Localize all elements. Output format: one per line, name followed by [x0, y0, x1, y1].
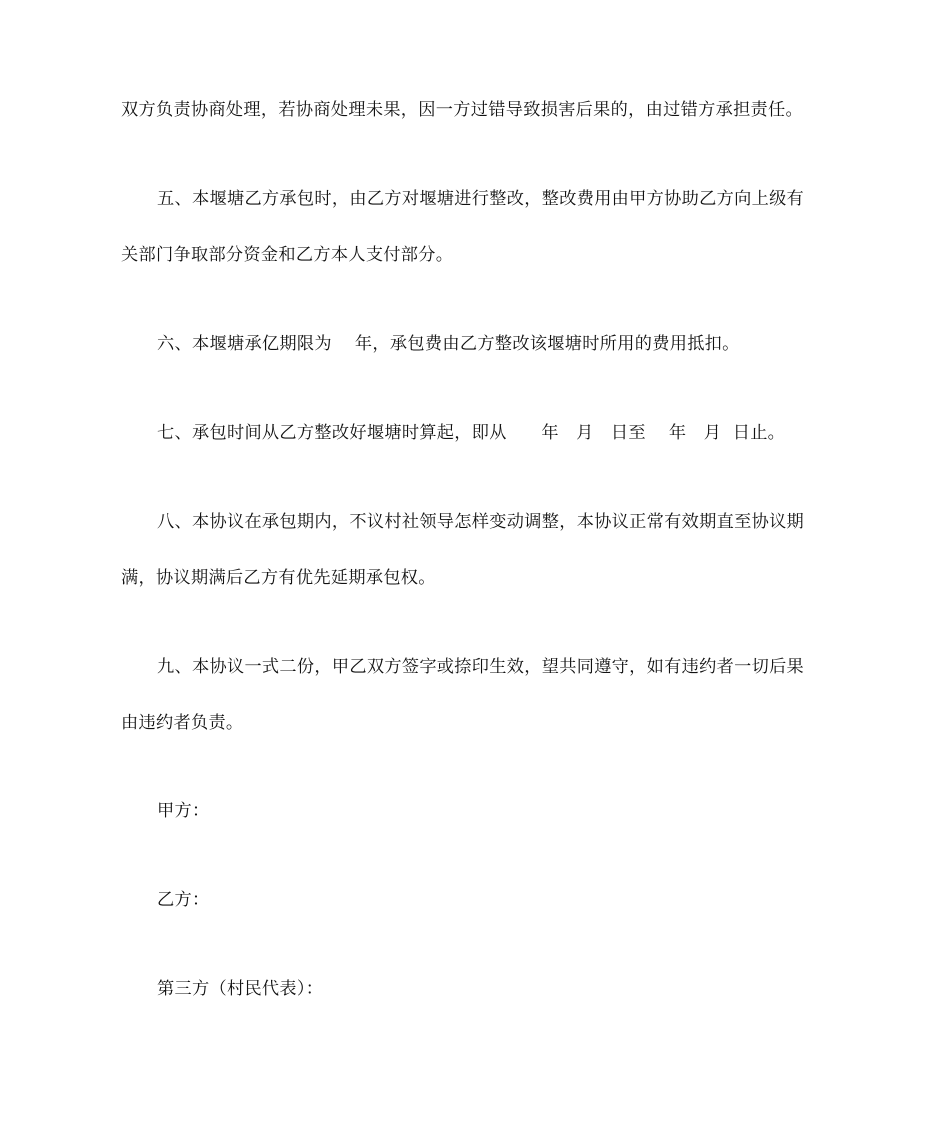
third-party-signature-label: 第三方（村民代表）：	[157, 979, 324, 999]
clause-five-line-1: 五、本堰塘乙方承包时，由乙方对堰塘进行整改，整改费用由甲方协助乙方向上级有	[157, 189, 805, 209]
party-a-signature-label: 甲方：	[157, 801, 210, 821]
clause-nine-line-2: 由违约者负责。	[121, 713, 244, 733]
clause-nine-line-1: 九、本协议一式二份，甲乙双方签字或捺印生效，望共同遵守，如有违约者一切后果	[157, 657, 805, 677]
clause-six: 六、本堰塘承亿期限为 年，承包费由乙方整改该堰塘时所用的费用抵扣。	[157, 334, 740, 354]
clause-eight-line-1: 八、本协议在承包期内，不议村社领导怎样变动调整，本协议正常有效期直至协议期	[157, 512, 805, 532]
clause-five-line-2: 关部门争取部分资金和乙方本人支付部分。	[121, 245, 454, 265]
clause-seven: 七、承包时间从乙方整改好堰塘时算起，即从 年 月 日至 年 月 日止。	[157, 423, 786, 443]
clause-eight-line-2: 满，协议期满后乙方有优先延期承包权。	[121, 568, 436, 588]
paragraph-line-liability: 双方负责协商处理，若协商处理未果，因一方过错导致损害后果的，由过错方承担责任。	[121, 100, 804, 120]
party-b-signature-label: 乙方：	[157, 890, 210, 910]
